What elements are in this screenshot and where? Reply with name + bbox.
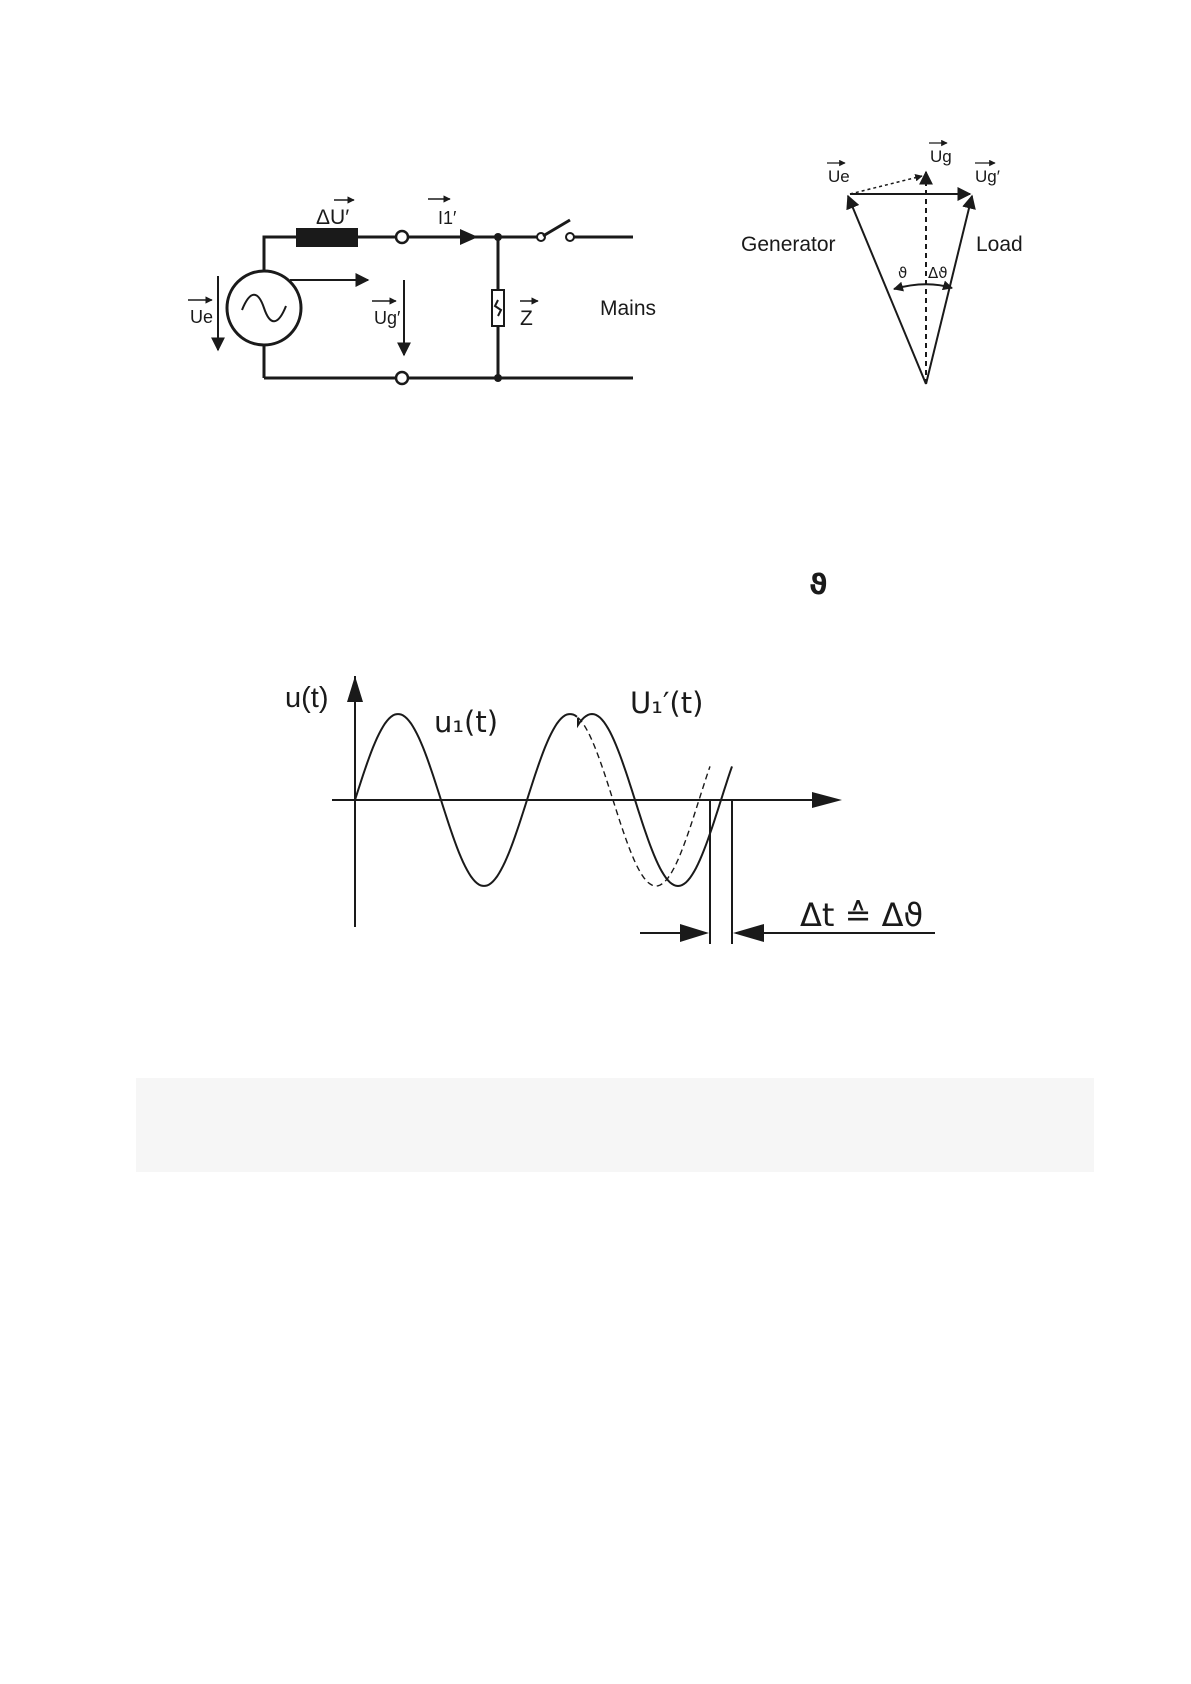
svg-text:Ug: Ug (930, 147, 952, 166)
label-load: Load (976, 233, 1023, 256)
label-u-t: u(t) (285, 682, 329, 714)
svg-text:I1′: I1′ (438, 208, 457, 228)
inductor-block (296, 228, 358, 247)
label-z (520, 301, 538, 330)
circuit-diagram (188, 199, 656, 384)
y-axis-arrowhead (347, 676, 363, 702)
vector-ug-prime (926, 196, 972, 384)
label-i1-prime (428, 199, 457, 228)
label-theta: ϑ (898, 264, 908, 282)
waveform-diagram (285, 676, 935, 944)
label-ue (188, 300, 213, 327)
label-u1-prime: U₁′(t) (630, 686, 704, 720)
loose-theta-symbol: ϑ (809, 568, 828, 601)
x-axis-arrowhead (812, 792, 842, 808)
switch-blade (543, 220, 570, 236)
label-u1: u₁(t) (434, 705, 499, 739)
gray-band (136, 1078, 1094, 1172)
vector-ue-to-ug (850, 176, 922, 194)
label-delta-t: Δt ≙ Δϑ (800, 896, 924, 934)
angle-arc (894, 284, 952, 289)
terminal-top (396, 231, 408, 243)
svg-text:Ug′: Ug′ (374, 308, 401, 328)
terminal-bottom (396, 372, 408, 384)
wave-u1-continued (578, 718, 710, 886)
label-mains: Mains (600, 297, 657, 320)
vector-ue (848, 196, 926, 384)
label-phasor-ue (827, 163, 850, 186)
svg-text:Ue: Ue (828, 167, 850, 186)
svg-text:Ue: Ue (190, 307, 214, 327)
label-ug-prime (372, 301, 401, 328)
current-arrowhead (460, 229, 478, 245)
label-delta-u (316, 200, 354, 229)
label-delta-theta: Δϑ (928, 264, 948, 282)
svg-text:Ug′: Ug′ (975, 167, 1000, 186)
dimension-arrowhead-right (733, 924, 764, 942)
phasor-diagram (741, 143, 1023, 384)
svg-text:ΔU′: ΔU′ (316, 206, 350, 229)
dimension-arrowhead-left (680, 924, 709, 942)
switch-contact-right (566, 233, 574, 241)
label-phasor-ug-prime (975, 163, 1000, 186)
svg-text:Z: Z (520, 307, 533, 330)
label-generator: Generator (741, 233, 836, 256)
label-phasor-ug (929, 143, 952, 166)
